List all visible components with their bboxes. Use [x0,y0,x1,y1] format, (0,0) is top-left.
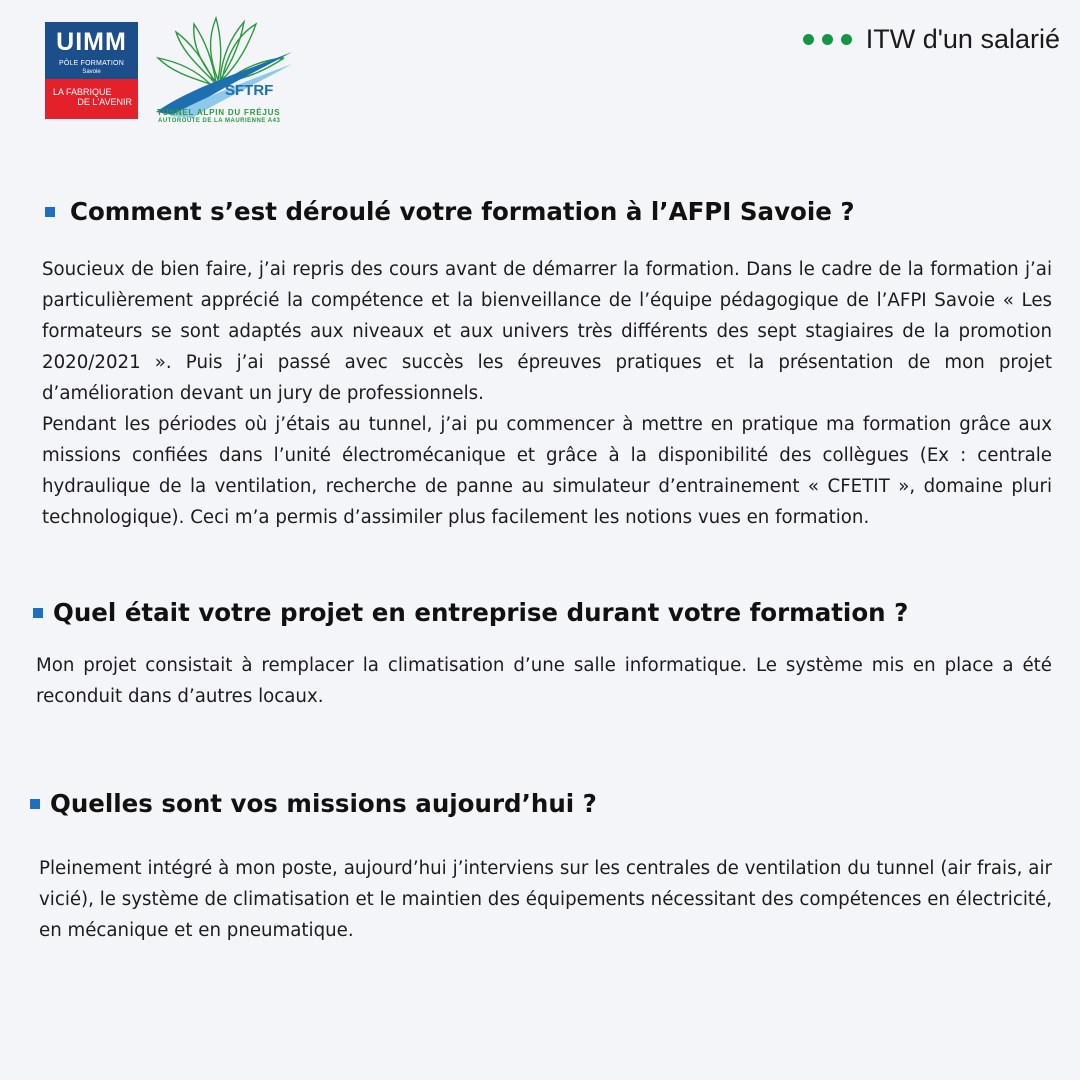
section-paragraph: Pendant les périodes où j’étais au tunnel, j’ai pu commencer à mettre en pratique ma formation grâce aux missions confiées dans l’unité électromécanique et grâce à la disponibilité des collègues (Ex : centrale hydraulique de la ventilation, recherche de panne au simulateur d’entrainement « CFETIT », domaine pluri technologique). Ceci m’a permis d’assimiler plus facilement les notions vues en formation. [42,414,1052,528]
uimm-logo-subtitle: PÔLE FORMATION [59,60,124,67]
square-bullet-icon [45,207,55,217]
dot-icon [822,34,833,45]
section-paragraph: Soucieux de bien faire, j’ai repris des cours avant de démarrer la formation. Dans le cadre de la formation j’ai particulièrement apprécié la compétence et la bienveillance de l’équipe pédagogique de l’AFPI Savoie « Les formateurs se sont adaptés aux niveaux et aux univers très différents des sept stagiaires de la promotion 2020/2021 ». Puis j’ai passé avec succès les épreuves pratiques et la présentation de mon projet d’amélioration devant un jury de professionnels. [42,259,1052,404]
uimm-logo-top [45,22,138,79]
section-paragraph: Mon projet consistait à remplacer la climatisation d’une salle informatique. Le système mis en place a été reconduit dans d’autres locaux. [36,655,1052,707]
section-heading-text: Quel était votre projet en entreprise durant votre formation ? [53,598,909,627]
section-heading [45,197,855,226]
dot-icon [803,34,814,45]
section-heading [33,598,908,627]
section-heading [30,789,597,818]
dot-icon [841,34,852,45]
uimm-logo-tagline-line2: DE L'AVENIR [77,97,132,107]
uimm-logo-title: UIMM [56,28,127,56]
page-label-text: ITW d'un salarié [865,24,1060,54]
section-heading-text: Quelles sont vos missions aujourd’hui ? [50,789,597,818]
sftrf-logo-name: SFTRF [225,82,274,99]
square-bullet-icon [30,799,40,809]
section-heading-text: Comment s’est déroulé votre formation à l’AFPI Savoie ? [70,197,855,226]
section-paragraph: Pleinement intégré à mon poste, aujourd’hui j’interviens sur les centrales de ventilation du tunnel (air frais, air vicié), le système de climatisation et le maintien des équipements nécessitant des compétences en électricité, en mécanique et en pneumatique. [39,858,1052,941]
square-bullet-icon [33,608,43,618]
sftrf-logo-line2: AUTOROUTE DE LA MAURIENNE A43 [158,118,281,124]
uimm-logo [45,22,138,119]
page-label [803,24,1060,55]
uimm-logo-tagline [45,79,138,119]
uimm-logo-tagline-line1: LA FABRIQUE [53,87,112,97]
sftrf-logo-line1: TUNNEL ALPIN DU FRÉJUS [157,108,281,117]
uimm-logo-subtitle-location: Savoie [82,69,101,75]
